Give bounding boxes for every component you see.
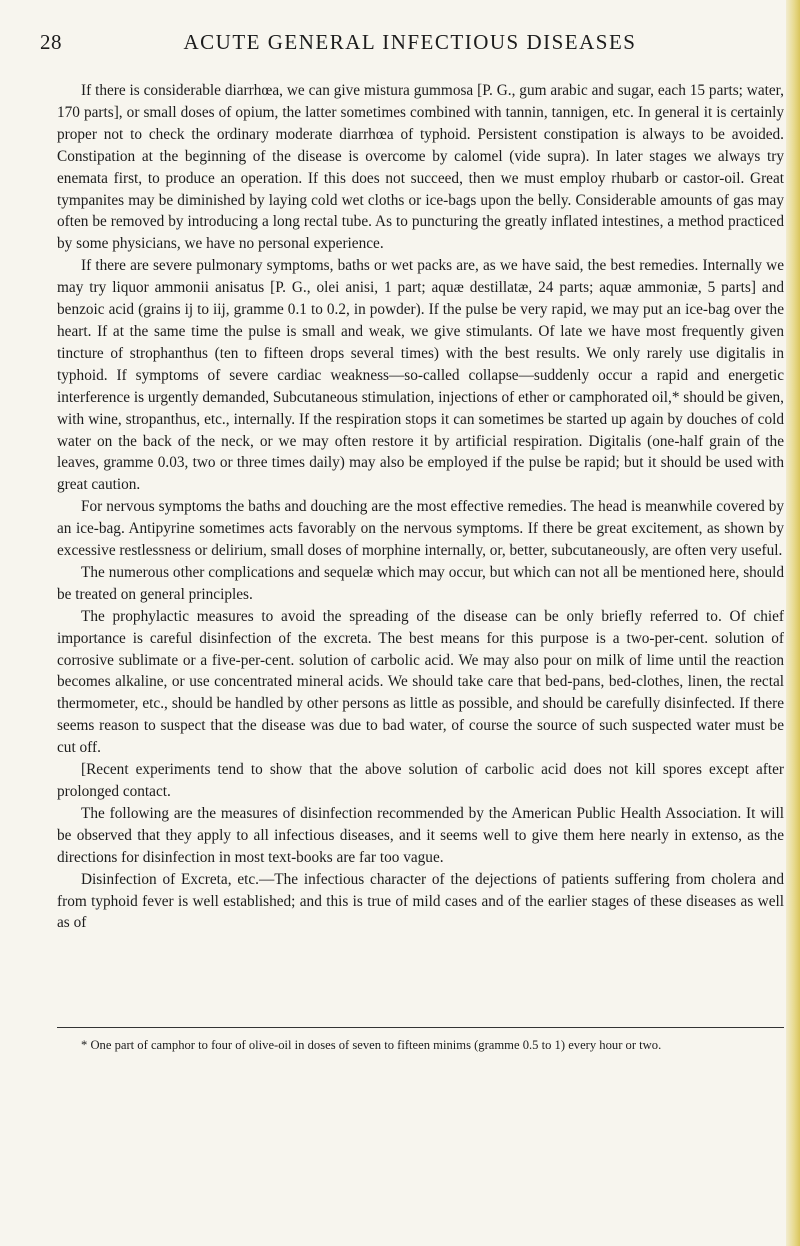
running-title: ACUTE GENERAL INFECTIOUS DISEASES: [183, 30, 637, 54]
page-header: [40, 30, 780, 60]
paragraph: The numerous other complications and sequelæ which may occur, but which can not all be mentioned here, should be treated on general principles.: [57, 563, 784, 603]
body-text: [57, 80, 784, 934]
page-number: 28: [40, 30, 62, 54]
page-edge: [786, 0, 800, 1246]
paragraph: If there are severe pulmonary symptoms, baths or wet packs are, as we have said, the best remedies. Internally we may try liquor ammonii anisatus [P. G., olei anisi, 1 part; aquæ destillatæ, 24 parts; aquæ ammoniæ, 5 parts] and benzoic acid (grains ij to iij, gramme 0.1 to 0.2, in powder). If the pulse be very rapid, we may put an ice-bag over the heart. If at the same time the pulse is small and weak, we give stimulants. Of late we have most frequently given tincture of strophanthus (ten to fifteen drops several times) with the best results. We only rarely use digitalis in typhoid. If symptoms of severe cardiac weakness—so-called collapse—suddenly occur a rapid and energetic interference is urgently demanded, Subcutaneous stimulation, injections of ether or camphorated oil,* should be given, with wine, stropanthus, etc., internally. If the respiration stops it can sometimes be started up again by douches of cold water on the back of the neck, or we may often restore it by artificial respiration. Digitalis (one-half grain of the leaves, gramme 0.03, two or three times daily) may also be employed if the pulse be rapid; but it should be used with great caution.: [57, 257, 784, 494]
paragraph: [Recent experiments tend to show that the above solution of carbolic acid does not kill spores except after prolonged contact.: [57, 761, 784, 800]
paragraph: If there is considerable diarrhœa, we can give mistura gummosa [P. G., gum arabic and sugar, each 15 parts; water, 170 parts], or small doses of opium, the latter sometimes combined with tannin, tannigen, etc. In general it is certainly proper not to check the ordinary moderate diarrhœa of typhoid. Persistent constipation is always to be avoided. Constipation at the beginning of the disease is overcome by calomel (vide supra). In later stages we always try enemata first, to produce an operation. If this does not succeed, then we must employ rhubarb or castor-oil. Great tympanites may be diminished by laying cold wet cloths or ice-bags upon the belly. Considerable amounts of gas may often be removed by introducing a long rectal tube. As to puncturing the greatly inflated intestines, a method practiced by some physicians, we have no personal experience.: [57, 82, 784, 253]
paragraph: The following are the measures of disinfection recommended by the American Public Health Association. It will be observed that they apply to all infectious diseases, and it seems well to give them here nearly in extenso, as the directions for disinfection in most text-books are far too vague.: [57, 804, 784, 866]
paragraph: Disinfection of Excreta, etc.—The infectious character of the dejections of patients suffering from cholera and from typhoid fever is well established; and this is true of mild cases and of the earlier stages of these diseases as well as of: [57, 870, 784, 932]
paragraph: For nervous symptoms the baths and douching are the most effective remedies. The head is meanwhile covered by an ice-bag. Antipyrine sometimes acts favorably on the nervous symptoms. If there be great excitement, as shown by excessive restlessness or delirium, small doses of morphine internally, or, better, subcutaneously, are often very useful.: [57, 498, 784, 560]
footnote: * One part of camphor to four of olive-oil in doses of seven to fifteen minims (gramme 0.5 to 1) every hour or two.: [81, 1038, 662, 1052]
footnote-rule: [57, 1027, 784, 1028]
paragraph: The prophylactic measures to avoid the spreading of the disease can be only briefly referred to. Of chief importance is careful disinfection of the excreta. The best means for this purpose is a two-per-cent. solution of corrosive sublimate or a five-per-cent. solution of carbolic acid. We may also pour on milk of lime until the reaction becomes alkaline, or use concentrated mineral acids. We should take care that bed-pans, bed-clothes, linen, the rectal thermometer, etc., should be handled by other persons as little as possible, and should be carefully disinfected. If there seems reason to suspect that the disease was due to bad water, of course the source of such suspected water must be cut off.: [57, 607, 784, 757]
